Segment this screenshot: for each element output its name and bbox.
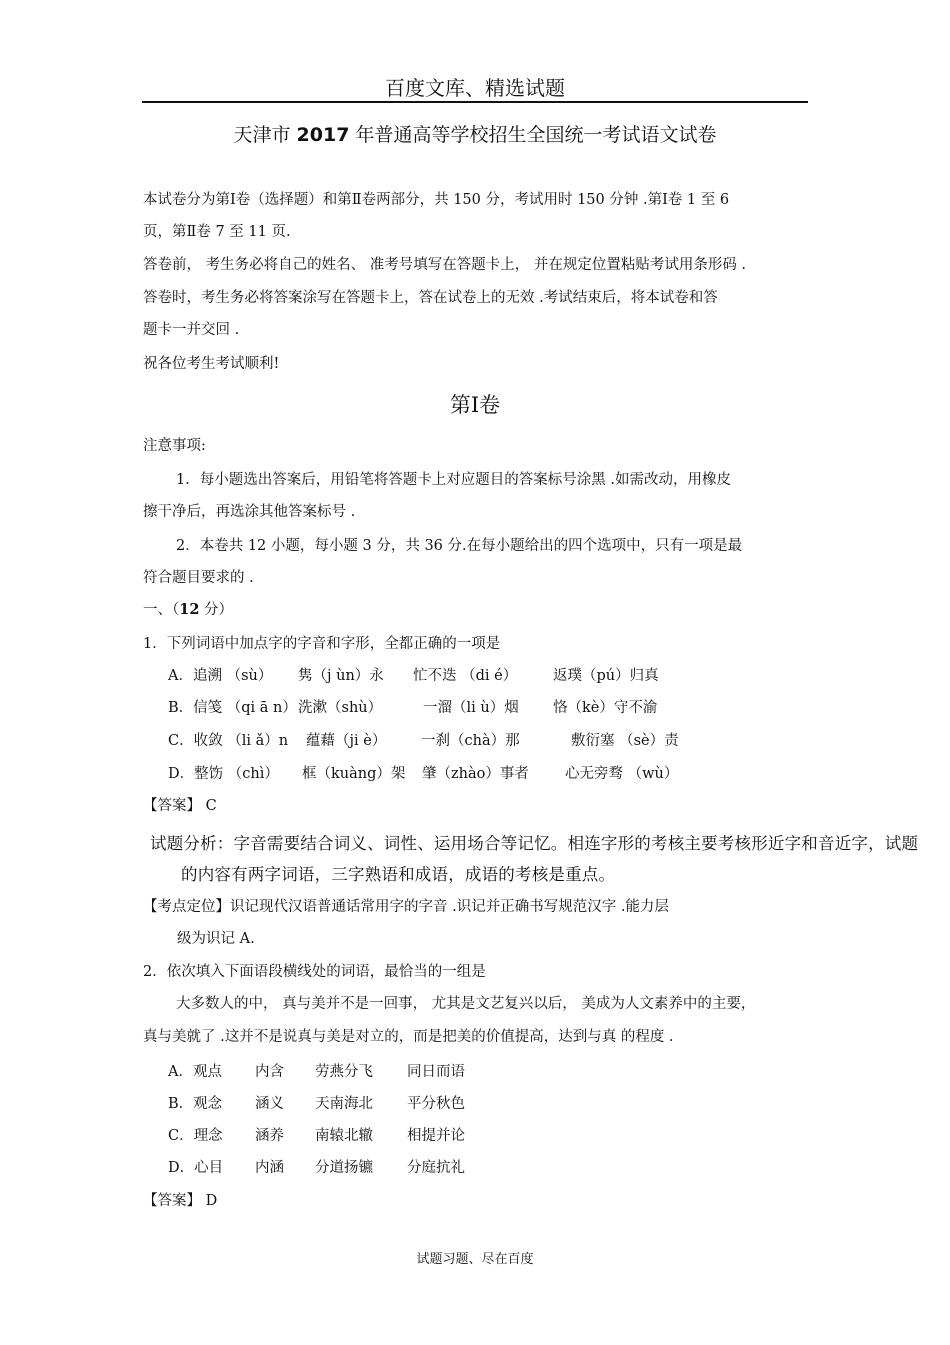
option-cell: 相提并论 <box>407 1128 465 1144</box>
part-one-heading <box>143 600 233 620</box>
option-cell: 忙不迭 （di é） <box>413 668 518 684</box>
question-2-option-c <box>168 1126 465 1146</box>
option-cell: 蕴藉（ji è） <box>306 733 387 749</box>
header-divider <box>142 101 808 103</box>
notes-heading: 注意事项: <box>143 438 206 454</box>
option-cell: 心无旁骛 （wù） <box>565 766 679 782</box>
option-cell: 肇（zhào）事者 <box>422 766 529 782</box>
intro-line-5: 题卡一并交回 . <box>143 322 240 338</box>
option-cell: D．心目 <box>168 1160 224 1176</box>
question-1-option-a <box>168 666 659 686</box>
option-cell: 内涵 <box>255 1160 284 1176</box>
option-cell: B．观念 <box>168 1096 223 1112</box>
answer-label: 【答案】 <box>143 798 201 814</box>
option-cell: 涵养 <box>255 1128 284 1144</box>
part-score: 12 <box>179 601 200 618</box>
option-cell: 平分秋色 <box>407 1096 465 1112</box>
question-2-paragraph-line-1: 大多数人的中， 真与美并不是一回事， 尤其是文艺复兴以后， 美成为人文素养中的主要， <box>176 996 756 1012</box>
option-cell: 洗漱（shù） <box>298 700 383 716</box>
option-cell: 隽（j ùn）永 <box>298 668 384 684</box>
answer-label: 【答案】 <box>143 1193 201 1209</box>
question-2-option-a <box>168 1062 465 1082</box>
note-1-line-1: 1．每小题选出答案后，用铅笔将答题卡上对应题目的答案标号涂黑 .如需改动，用橡皮 <box>176 472 731 488</box>
header-title: 百度文库、精选试题 <box>385 76 565 100</box>
question-1-option-c <box>168 731 679 751</box>
option-cell: 天南海北 <box>315 1096 373 1112</box>
option-cell: A．观点 <box>168 1064 222 1080</box>
option-cell: 内含 <box>255 1064 284 1080</box>
title-prefix: 天津市 <box>233 124 291 146</box>
option-cell: 分庭抗礼 <box>407 1160 465 1176</box>
note-2-line-2: 符合题目要求的 . <box>143 570 254 586</box>
document-title <box>0 120 950 147</box>
answer-value: C <box>205 798 217 814</box>
option-cell: 涵义 <box>255 1096 284 1112</box>
option-cell: 一溜（li ù）烟 <box>423 700 519 716</box>
footer-text: 试题习题、尽在百度 <box>416 1252 534 1267</box>
option-cell: A．追溯 （sù） <box>168 668 273 684</box>
intro-line-1: 本试卷分为第Ⅰ卷（选择题）和第Ⅱ卷两部分，共 150 分，考试用时 150 分钟 .第Ⅰ卷 1 至 6 <box>143 192 730 208</box>
option-cell: 恪（kè）守不渝 <box>553 700 658 716</box>
option-cell: 南辕北辙 <box>315 1128 373 1144</box>
question-1-stem: 1．下列词语中加点字的字音和字形，全都正确的一项是 <box>143 636 501 652</box>
intro-line-4: 答卷时，考生务必将答案涂写在答题卡上，答在试卷上的无效 .考试结束后，将本试卷和答 <box>143 290 718 306</box>
question-1-kaodian-line-2: 级为识记 A. <box>177 931 255 947</box>
part-label: 一、（ <box>143 602 180 618</box>
question-2-option-b <box>168 1094 465 1114</box>
option-cell: D．整饬 （chì） <box>168 766 279 782</box>
question-1-analysis-line-2: 的内容有两字词语，三字熟语和成语，成语的考核是重点。 <box>181 865 616 884</box>
option-cell: 劳燕分飞 <box>315 1064 373 1080</box>
intro-line-3: 答卷前， 考生务必将自己的姓名、 准考号填写在答题卡上， 并在规定位置粘贴考试用条形码 . <box>143 257 747 273</box>
intro-line-6: 祝各位考生考试顺利! <box>143 356 280 372</box>
option-cell: C．收敛 （li ǎ）n <box>168 733 289 749</box>
note-2-line-1: 2．本卷共 12 小题，每小题 3 分，共 36 分.在每小题给出的四个选项中，只有一项是最 <box>176 538 743 554</box>
question-2-option-d <box>168 1158 465 1178</box>
option-cell: C．理念 <box>168 1128 223 1144</box>
section-title: 第Ⅰ卷 <box>449 393 501 417</box>
option-cell: 同日而语 <box>407 1064 465 1080</box>
intro-line-2: 页，第Ⅱ卷 7 至 11 页. <box>143 224 291 240</box>
option-cell: 分道扬镳 <box>315 1160 373 1176</box>
option-cell: 框（kuàng）架 <box>302 766 406 782</box>
option-cell: 返璞（pú）归真 <box>553 668 659 684</box>
question-2-stem: 2．依次填入下面语段横线处的词语，最恰当的一组是 <box>143 964 486 980</box>
title-year: 2017 <box>296 124 350 146</box>
question-2-answer <box>143 1191 217 1211</box>
answer-value: D <box>205 1193 218 1209</box>
option-cell: 一刹（chà）那 <box>421 733 520 749</box>
question-1-kaodian-line-1: 【考点定位】识记现代汉语普通话常用字的字音 .识记并正确书写规范汉字 .能力层 <box>143 899 669 915</box>
question-1-option-b <box>168 698 657 718</box>
option-cell: B．信笺 （qi ā n） <box>168 700 297 716</box>
option-cell: 敷衍塞 （sè）责 <box>571 733 679 749</box>
title-suffix: 年普通高等学校招生全国统一考试语文试卷 <box>355 124 717 146</box>
question-1-option-d <box>168 764 678 784</box>
question-1-answer <box>143 796 217 816</box>
question-1-analysis-line-1: 试题分析：字音需要结合词义、词性、运用场合等记忆。相连字形的考核主要考核形近字和音近字，试题 <box>150 834 919 853</box>
note-1-line-2: 擦干净后，再选涂其他答案标号 . <box>143 504 356 520</box>
part-unit: 分） <box>199 602 234 618</box>
question-2-paragraph-line-2: 真与美就了 .这并不是说真与美是对立的，而是把美的价值提高，达到与真 的程度 . <box>143 1029 674 1045</box>
